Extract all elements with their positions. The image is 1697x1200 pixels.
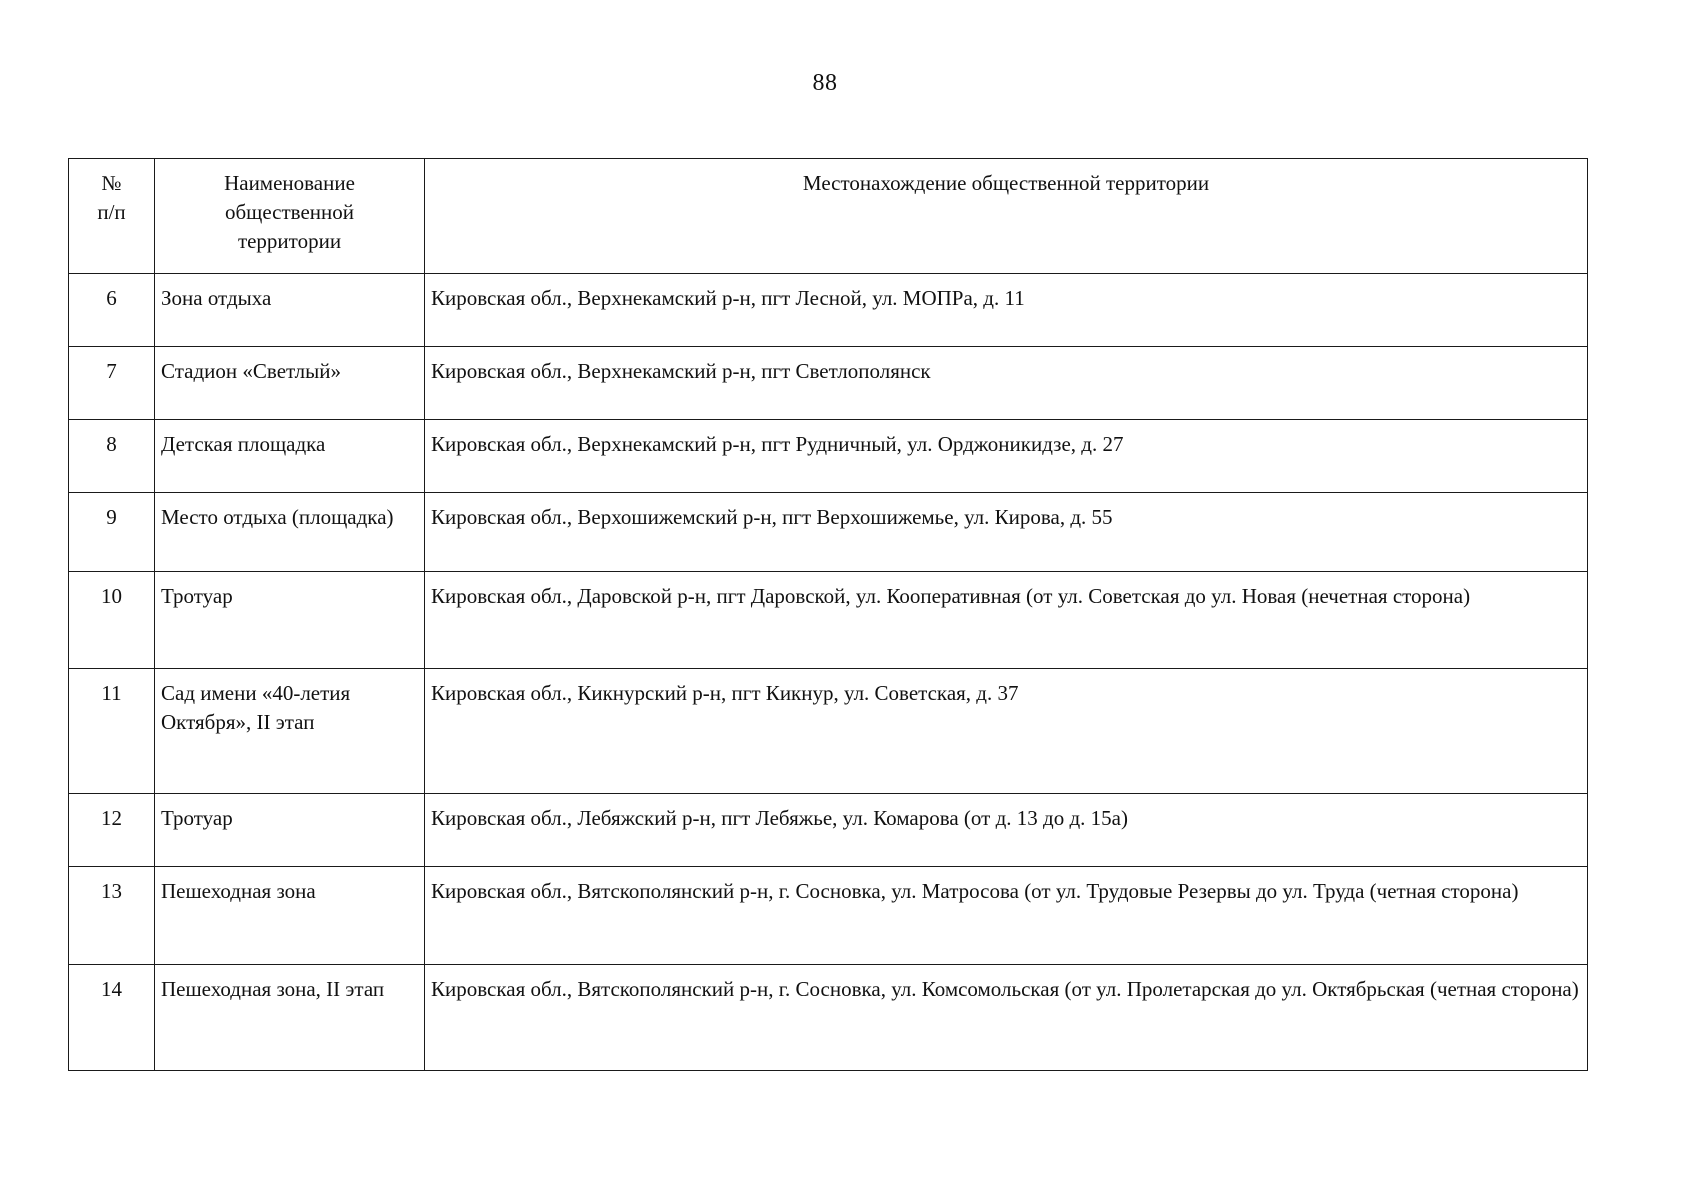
row-name: Зона отдыха xyxy=(155,274,425,347)
table-row xyxy=(69,965,1588,1071)
row-num: 8 xyxy=(69,420,155,493)
row-num: 11 xyxy=(69,669,155,794)
table-row xyxy=(69,867,1588,965)
row-location: Кировская обл., Верхнекамский р-н, пгт Лесной, ул. МОПРа, д. 11 xyxy=(425,274,1588,347)
table-row xyxy=(69,794,1588,867)
header-location: Местонахождение общественной территории xyxy=(425,159,1588,274)
table-row xyxy=(69,669,1588,794)
header-num: № п/п xyxy=(69,159,155,274)
row-num: 13 xyxy=(69,867,155,965)
header-name: Наименование общественной территории xyxy=(155,159,425,274)
table-row xyxy=(69,572,1588,669)
table-row xyxy=(69,347,1588,420)
row-location: Кировская обл., Даровской р-н, пгт Даровской, ул. Кооперативная (от ул. Советская до ул. Новая (нечетная сторона) xyxy=(425,572,1588,669)
row-location: Кировская обл., Кикнурский р-н, пгт Кикнур, ул. Советская, д. 37 xyxy=(425,669,1588,794)
row-location: Кировская обл., Вятскополянский р-н, г. Сосновка, ул. Матросова (от ул. Трудовые Резервы до ул. Труда (четная сторона) xyxy=(425,867,1588,965)
row-num: 10 xyxy=(69,572,155,669)
table-header-row xyxy=(69,159,1588,274)
table-row xyxy=(69,420,1588,493)
row-name: Тротуар xyxy=(155,794,425,867)
row-location: Кировская обл., Верхошижемский р-н, пгт Верхошижемье, ул. Кирова, д. 55 xyxy=(425,493,1588,572)
row-num: 6 xyxy=(69,274,155,347)
row-location: Кировская обл., Лебяжский р-н, пгт Лебяжье, ул. Комарова (от д. 13 до д. 15а) xyxy=(425,794,1588,867)
row-name: Сад имени «40-летия Октября», II этап xyxy=(155,669,425,794)
row-name: Место отдыха (площадка) xyxy=(155,493,425,572)
row-location: Кировская обл., Вятскополянский р-н, г. Сосновка, ул. Комсомольская (от ул. Пролетарская до ул. Октябрьская (четная сторона) xyxy=(425,965,1588,1071)
row-name: Пешеходная зона xyxy=(155,867,425,965)
public-territories-table xyxy=(68,158,1588,1071)
row-location: Кировская обл., Верхнекамский р-н, пгт Светлополянск xyxy=(425,347,1588,420)
row-num: 12 xyxy=(69,794,155,867)
row-location: Кировская обл., Верхнекамский р-н, пгт Рудничный, ул. Орджоникидзе, д. 27 xyxy=(425,420,1588,493)
row-num: 14 xyxy=(69,965,155,1071)
row-name: Тротуар xyxy=(155,572,425,669)
row-num: 9 xyxy=(69,493,155,572)
row-name: Пешеходная зона, II этап xyxy=(155,965,425,1071)
table-row xyxy=(69,493,1588,572)
table-row xyxy=(69,274,1588,347)
row-name: Стадион «Светлый» xyxy=(155,347,425,420)
page-number: 88 xyxy=(812,70,838,96)
row-num: 7 xyxy=(69,347,155,420)
row-name: Детская площадка xyxy=(155,420,425,493)
